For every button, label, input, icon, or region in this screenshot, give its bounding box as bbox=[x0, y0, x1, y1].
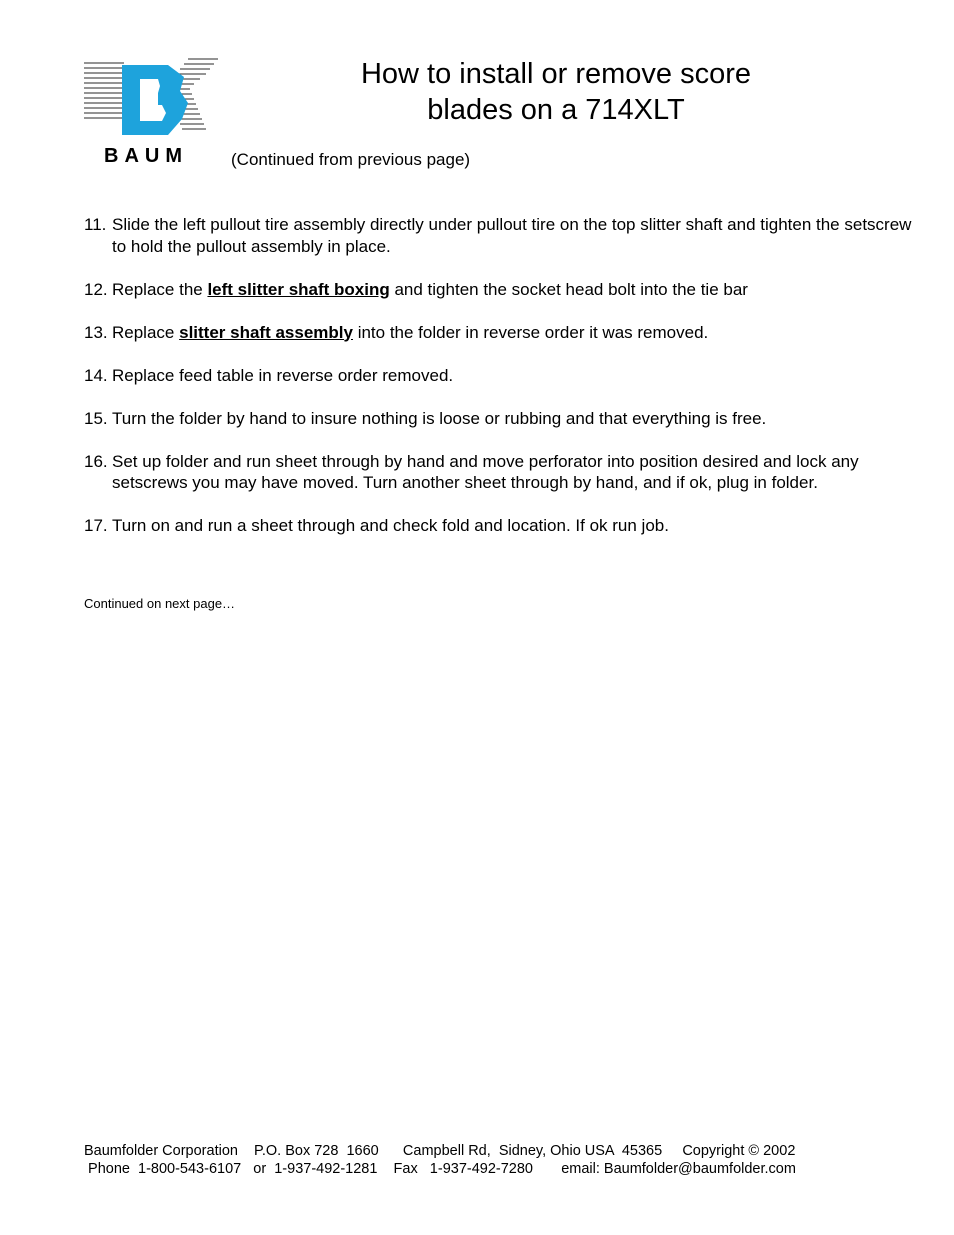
step-emphasis-term: left slitter shaft boxing bbox=[207, 279, 390, 299]
instruction-step bbox=[84, 279, 929, 301]
step-number: 15. bbox=[84, 408, 108, 428]
instruction-step bbox=[84, 451, 929, 494]
instruction-step bbox=[84, 322, 929, 344]
footer-contact-line: Phone 1-800-543-6107 or 1-937-492-1281 Fax 1-937-492-7280 email: Baumfolder@baumfolder.com bbox=[84, 1161, 796, 1177]
instruction-step bbox=[84, 408, 929, 430]
step-number: 11. bbox=[84, 215, 107, 234]
step-number: 12. bbox=[84, 279, 108, 299]
step-text bbox=[112, 451, 929, 494]
step-text bbox=[112, 365, 929, 387]
step-text-segment: Replace feed table in reverse order removed. bbox=[112, 365, 454, 385]
continued-next-note: Continued on next page… bbox=[84, 596, 236, 611]
logo-bar bbox=[140, 93, 158, 105]
step-text-segment: Slide the left pullout tire assembly directly under pullout tire on the top slitter shaft and tighten the setscrew to hold the pullout assembly in place. bbox=[112, 215, 912, 256]
step-text-segment: and tighten the socket head bolt into the tie bar bbox=[389, 279, 748, 299]
step-number: 13. bbox=[84, 322, 108, 342]
step-emphasis-term: slitter shaft assembly bbox=[179, 322, 353, 342]
step-number: 17. bbox=[84, 516, 108, 535]
instruction-steps bbox=[84, 214, 929, 558]
step-number: 14. bbox=[84, 365, 108, 385]
step-text-segment: Replace the bbox=[112, 279, 208, 299]
step-text bbox=[112, 279, 929, 301]
continued-from-note: (Continued from previous page) bbox=[231, 150, 471, 169]
title-line-2: blades on a 714XLT bbox=[427, 94, 685, 126]
logo-wordmark: BAUM bbox=[104, 145, 188, 167]
step-text bbox=[112, 214, 929, 257]
step-text-segment: into the folder in reverse order it was removed. bbox=[352, 322, 709, 342]
step-text bbox=[112, 322, 929, 344]
step-text-segment: Replace bbox=[112, 322, 180, 342]
page-title bbox=[300, 56, 812, 128]
instruction-step bbox=[84, 214, 929, 257]
baum-logo bbox=[82, 55, 222, 139]
step-text bbox=[112, 515, 929, 537]
title-line-1: How to install or remove score bbox=[360, 58, 752, 90]
instruction-step bbox=[84, 365, 929, 387]
step-text-segment: Set up folder and run sheet through by hand and move perforator into position desired and lock any setscrews you may have moved. Turn another sheet through by hand, and if ok, plug in folder. bbox=[112, 451, 859, 492]
footer-address-line: Baumfolder Corporation P.O. Box 728 1660 Campbell Rd, Sidney, Ohio USA 45365 Copyright © 2002 bbox=[84, 1143, 796, 1159]
instruction-step bbox=[84, 515, 929, 537]
page-footer bbox=[84, 1142, 854, 1178]
step-text-segment: Turn on and run a sheet through and check fold and location. If ok run job. bbox=[112, 516, 669, 535]
step-number: 16. bbox=[84, 451, 108, 471]
step-text bbox=[112, 408, 929, 430]
step-text-segment: Turn the folder by hand to insure nothing is loose or rubbing and that everything is free. bbox=[112, 408, 767, 428]
